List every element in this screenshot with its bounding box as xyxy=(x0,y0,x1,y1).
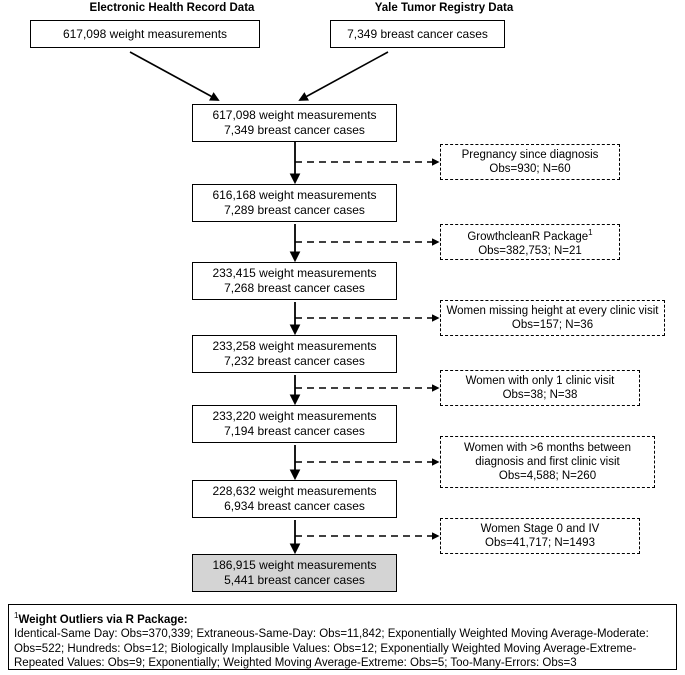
flow-node-1-line1: 617,098 weight measurements xyxy=(212,108,377,122)
header-ehr-label: Electronic Health Record Data xyxy=(89,2,255,14)
exclusion-box-growthcleanr-line1 xyxy=(467,226,592,244)
footnote-body: Identical-Same Day: Obs=370,339; Extraneous-Same-Day: Obs=11,842; Exponentially Weighted Moving Average-Moderate: Obs=522; Hundreds: Obs=12; Biologically Implausible Values: Obs=12; Exponentially Weighted Moving Average-Extreme-Repeated Values: Obs=9; Exponentially; Weighted Moving Average-Extreme: Obs=5; Too-Many-Errors: Obs=3 xyxy=(14,628,649,670)
footnote-title-marker: 1 xyxy=(14,611,19,620)
exclusion-box-pregnancy xyxy=(440,144,620,180)
flow-node-1-line2: 7,349 breast cancer cases xyxy=(224,123,365,137)
header-ehr xyxy=(66,2,278,15)
exclusion-box-six-months-line1: Women with >6 months between xyxy=(464,442,631,454)
header-registry xyxy=(330,2,558,15)
flow-node-3-line2: 7,268 breast cancer cases xyxy=(224,281,365,295)
flow-node-final xyxy=(192,554,397,592)
source-box-ehr-label: 617,098 weight measurements xyxy=(62,26,228,41)
source-box-ehr xyxy=(30,20,260,48)
flow-node-4-line1: 233,258 weight measurements xyxy=(212,339,377,353)
exclusion-box-growthcleanr-line2: Obs=382,753; N=21 xyxy=(478,244,582,257)
flow-node-2-line1: 616,168 weight measurements xyxy=(212,188,377,202)
footnote-marker-1: 1 xyxy=(588,228,593,238)
flow-node-3-line1: 233,415 weight measurements xyxy=(212,266,377,280)
exclusion-box-stage xyxy=(440,518,640,554)
exclusion-box-pregnancy-line1: Pregnancy since diagnosis xyxy=(461,149,599,161)
exclusion-box-six-months-line2: Obs=4,588; N=260 xyxy=(498,470,597,482)
flow-node-4-line2: 7,232 breast cancer cases xyxy=(224,354,365,368)
flow-node-6 xyxy=(192,480,397,518)
exclusion-box-missing-height-line1: Women missing height at every clinic visit xyxy=(446,305,659,317)
source-box-registry xyxy=(330,20,505,48)
flow-node-3 xyxy=(192,262,397,300)
footnote-title xyxy=(14,609,671,627)
flow-node-final-line1: 186,915 weight measurements xyxy=(212,558,377,572)
flow-node-1 xyxy=(192,104,397,142)
exclusion-box-stage-line1: Women Stage 0 and IV xyxy=(480,523,600,535)
footnote-box xyxy=(8,604,677,670)
exclusion-box-one-visit-line2: Obs=38; N=38 xyxy=(502,389,578,401)
source-box-registry-label: 7,349 breast cancer cases xyxy=(347,26,488,41)
exclusion-box-pregnancy-line2: Obs=930; N=60 xyxy=(489,163,571,175)
exclusion-box-six-months-line1b: diagnosis and first clinic visit xyxy=(475,456,620,468)
exclusion-box-one-visit-line1: Women with only 1 clinic visit xyxy=(465,375,615,387)
flow-node-2-line2: 7,289 breast cancer cases xyxy=(224,203,365,217)
header-registry-label: Yale Tumor Registry Data xyxy=(374,2,514,14)
flow-node-4 xyxy=(192,335,397,373)
flow-node-final-line2: 5,441 breast cancer cases xyxy=(224,573,365,587)
flow-node-5-line1: 233,220 weight measurements xyxy=(212,409,377,423)
exclusion-box-stage-line2: Obs=41,717; N=1493 xyxy=(485,537,595,549)
exclusion-box-one-visit xyxy=(440,370,640,406)
footnote-title-text: Weight Outliers via R Package: xyxy=(18,613,188,626)
flow-node-5 xyxy=(192,405,397,443)
exclusion-box-growthcleanr xyxy=(440,224,620,260)
flow-node-6-line2: 6,934 breast cancer cases xyxy=(224,499,365,513)
exclusion-box-six-months xyxy=(440,436,655,488)
flow-node-6-line1: 228,632 weight measurements xyxy=(212,484,377,498)
flow-node-5-line2: 7,194 breast cancer cases xyxy=(224,424,365,438)
exclusion-box-growthcleanr-text: GrowthcleanR Package xyxy=(467,230,589,243)
exclusion-box-missing-height-line2: Obs=157; N=36 xyxy=(511,319,594,331)
flow-node-2 xyxy=(192,184,397,222)
exclusion-box-missing-height xyxy=(440,300,665,336)
